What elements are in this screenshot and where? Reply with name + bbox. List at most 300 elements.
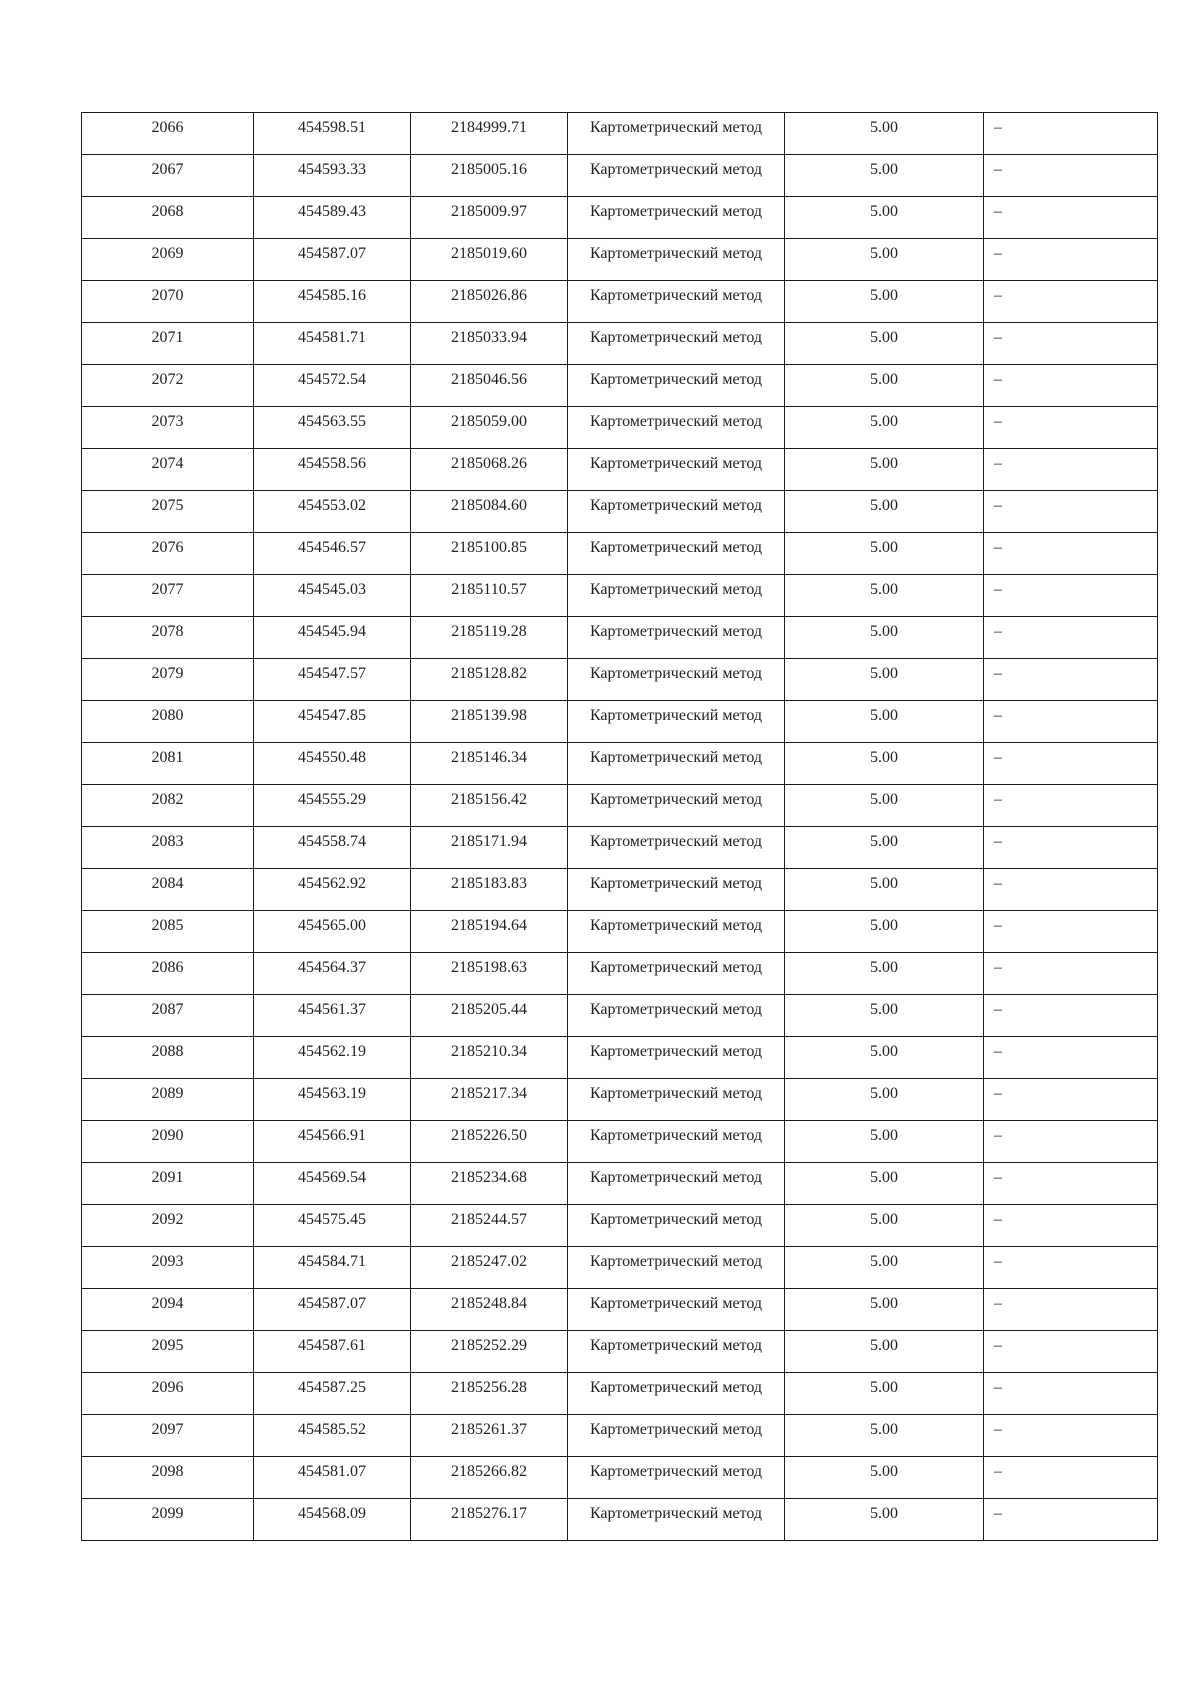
point-number-cell-text: 2070 [151,287,184,304]
precision-cell [785,491,984,533]
x-coordinate-cell-text: 454572.54 [298,371,366,388]
precision-cell [785,113,984,155]
y-coordinate-cell-text: 2184999.71 [451,119,527,136]
x-coordinate-cell [254,1121,411,1163]
table-body [82,113,1158,1541]
point-number-cell-text: 2093 [151,1253,184,1270]
precision-cell-text: 5.00 [870,749,898,766]
method-cell [568,659,785,701]
y-coordinate-cell [411,743,568,785]
y-coordinate-cell [411,911,568,953]
x-coordinate-cell [254,407,411,449]
note-cell [984,827,1158,869]
note-cell [984,407,1158,449]
x-coordinate-cell-text: 454593.33 [298,161,366,178]
point-number-cell [82,155,254,197]
y-coordinate-cell [411,281,568,323]
y-coordinate-cell-text: 2185146.34 [451,749,527,766]
precision-cell-text: 5.00 [870,1253,898,1270]
x-coordinate-cell [254,239,411,281]
point-number-cell [82,239,254,281]
x-coordinate-cell-text: 454581.71 [298,329,366,346]
table-row [82,1163,1158,1205]
x-coordinate-cell [254,533,411,575]
precision-cell-text: 5.00 [870,497,898,514]
point-number-cell-text: 2094 [151,1295,184,1312]
point-number-cell-text: 2088 [151,1043,184,1060]
point-number-cell [82,533,254,575]
x-coordinate-cell-text: 454563.55 [298,413,366,430]
precision-cell-text: 5.00 [870,413,898,430]
note-cell-text: – [994,917,1002,934]
point-number-cell-text: 2084 [151,875,184,892]
note-cell [984,1247,1158,1289]
x-coordinate-cell-text: 454545.94 [298,623,366,640]
table-row [82,1079,1158,1121]
precision-cell-text: 5.00 [870,1463,898,1480]
precision-cell [785,827,984,869]
point-number-cell-text: 2067 [151,161,184,178]
y-coordinate-cell [411,1163,568,1205]
method-cell-text: Картометрический метод [589,1127,763,1144]
y-coordinate-cell-text: 2185046.56 [451,371,527,388]
note-cell [984,239,1158,281]
y-coordinate-cell-text: 2185171.94 [451,833,527,850]
point-number-cell [82,575,254,617]
precision-cell [785,365,984,407]
method-cell-text: Картометрический метод [589,203,763,220]
x-coordinate-cell-text: 454562.19 [298,1043,366,1060]
precision-cell-text: 5.00 [870,1085,898,1102]
y-coordinate-cell-text: 2185198.63 [451,959,527,976]
y-coordinate-cell [411,575,568,617]
precision-cell-text: 5.00 [870,1043,898,1060]
x-coordinate-cell-text: 454565.00 [298,917,366,934]
note-cell-text: – [994,161,1002,178]
note-cell-text: – [994,707,1002,724]
method-cell [568,869,785,911]
note-cell-text: – [994,455,1002,472]
precision-cell [785,239,984,281]
x-coordinate-cell [254,365,411,407]
point-number-cell [82,1499,254,1541]
y-coordinate-cell [411,113,568,155]
point-number-cell-text: 2097 [151,1421,184,1438]
x-coordinate-cell-text: 454587.07 [298,245,366,262]
precision-cell [785,1457,984,1499]
precision-cell-text: 5.00 [870,1169,898,1186]
y-coordinate-cell [411,1415,568,1457]
point-number-cell-text: 2099 [151,1505,184,1522]
method-cell-text: Картометрический метод [589,707,763,724]
point-number-cell [82,1415,254,1457]
y-coordinate-cell [411,533,568,575]
point-number-cell-text: 2083 [151,833,184,850]
point-number-cell [82,785,254,827]
table-row [82,407,1158,449]
precision-cell [785,449,984,491]
note-cell [984,659,1158,701]
table-row [82,575,1158,617]
method-cell-text: Картометрический метод [589,1001,763,1018]
note-cell [984,1079,1158,1121]
note-cell [984,323,1158,365]
point-number-cell-text: 2095 [151,1337,184,1354]
y-coordinate-cell-text: 2185276.17 [451,1505,527,1522]
point-number-cell-text: 2090 [151,1127,184,1144]
point-number-cell [82,701,254,743]
precision-cell [785,617,984,659]
method-cell-text: Картометрический метод [589,119,763,136]
note-cell-text: – [994,497,1002,514]
x-coordinate-cell-text: 454575.45 [298,1211,366,1228]
method-cell-text: Картометрический метод [589,1379,763,1396]
y-coordinate-cell-text: 2185266.82 [451,1463,527,1480]
y-coordinate-cell [411,701,568,743]
point-number-cell [82,1457,254,1499]
x-coordinate-cell-text: 454563.19 [298,1085,366,1102]
x-coordinate-cell-text: 454587.07 [298,1295,366,1312]
note-cell-text: – [994,791,1002,808]
method-cell [568,995,785,1037]
y-coordinate-cell [411,617,568,659]
x-coordinate-cell-text: 454598.51 [298,119,366,136]
method-cell-text: Картометрический метод [589,371,763,388]
x-coordinate-cell [254,911,411,953]
note-cell-text: – [994,539,1002,556]
method-cell-text: Картометрический метод [589,161,763,178]
x-coordinate-cell [254,743,411,785]
note-cell [984,869,1158,911]
point-number-cell-text: 2066 [151,119,184,136]
method-cell-text: Картометрический метод [589,959,763,976]
y-coordinate-cell [411,491,568,533]
point-number-cell-text: 2068 [151,203,184,220]
note-cell-text: – [994,245,1002,262]
x-coordinate-cell-text: 454581.07 [298,1463,366,1480]
precision-cell-text: 5.00 [870,791,898,808]
x-coordinate-cell-text: 454584.71 [298,1253,366,1270]
table-row [82,1415,1158,1457]
method-cell [568,1331,785,1373]
point-number-cell [82,1331,254,1373]
x-coordinate-cell-text: 454585.16 [298,287,366,304]
precision-cell-text: 5.00 [870,1295,898,1312]
method-cell [568,407,785,449]
method-cell [568,1247,785,1289]
y-coordinate-cell-text: 2185026.86 [451,287,527,304]
point-number-cell [82,1247,254,1289]
y-coordinate-cell-text: 2185261.37 [451,1421,527,1438]
note-cell [984,1121,1158,1163]
method-cell [568,953,785,995]
point-number-cell [82,617,254,659]
x-coordinate-cell-text: 454564.37 [298,959,366,976]
method-cell-text: Картометрический метод [589,497,763,514]
point-number-cell [82,449,254,491]
point-number-cell [82,197,254,239]
note-cell [984,1499,1158,1541]
note-cell [984,281,1158,323]
x-coordinate-cell-text: 454547.57 [298,665,366,682]
point-number-cell [82,995,254,1037]
point-number-cell [82,1121,254,1163]
x-coordinate-cell [254,1331,411,1373]
precision-cell [785,701,984,743]
table-row [82,1121,1158,1163]
note-cell [984,1415,1158,1457]
table-row [82,1247,1158,1289]
note-cell-text: – [994,287,1002,304]
point-number-cell-text: 2081 [151,749,184,766]
precision-cell-text: 5.00 [870,1127,898,1144]
precision-cell [785,1205,984,1247]
precision-cell-text: 5.00 [870,539,898,556]
method-cell-text: Картометрический метод [589,1463,763,1480]
table-row [82,953,1158,995]
method-cell-text: Картометрический метод [589,539,763,556]
note-cell [984,953,1158,995]
x-coordinate-cell [254,1247,411,1289]
note-cell-text: – [994,623,1002,640]
point-number-cell [82,323,254,365]
point-number-cell-text: 2072 [151,371,184,388]
note-cell [984,1331,1158,1373]
y-coordinate-cell-text: 2185183.83 [451,875,527,892]
method-cell [568,1499,785,1541]
y-coordinate-cell [411,1205,568,1247]
precision-cell-text: 5.00 [870,665,898,682]
y-coordinate-cell [411,869,568,911]
point-number-cell-text: 2079 [151,665,184,682]
y-coordinate-cell [411,953,568,995]
y-coordinate-cell-text: 2185217.34 [451,1085,527,1102]
note-cell-text: – [994,959,1002,976]
y-coordinate-cell-text: 2185248.84 [451,1295,527,1312]
y-coordinate-cell [411,995,568,1037]
y-coordinate-cell-text: 2185084.60 [451,497,527,514]
precision-cell [785,1037,984,1079]
note-cell [984,743,1158,785]
x-coordinate-cell [254,575,411,617]
method-cell-text: Картометрический метод [589,1421,763,1438]
point-number-cell [82,491,254,533]
method-cell-text: Картометрический метод [589,287,763,304]
method-cell-text: Картометрический метод [589,1295,763,1312]
x-coordinate-cell-text: 454555.29 [298,791,366,808]
y-coordinate-cell [411,197,568,239]
method-cell-text: Картометрический метод [589,329,763,346]
x-coordinate-cell-text: 454558.74 [298,833,366,850]
x-coordinate-cell [254,869,411,911]
point-number-cell-text: 2078 [151,623,184,640]
note-cell [984,575,1158,617]
precision-cell [785,995,984,1037]
x-coordinate-cell-text: 454545.03 [298,581,366,598]
precision-cell [785,1499,984,1541]
point-number-cell [82,911,254,953]
method-cell-text: Картометрический метод [589,245,763,262]
note-cell-text: – [994,413,1002,430]
y-coordinate-cell [411,365,568,407]
y-coordinate-cell-text: 2185128.82 [451,665,527,682]
method-cell [568,449,785,491]
precision-cell-text: 5.00 [870,203,898,220]
table-row [82,827,1158,869]
y-coordinate-cell-text: 2185252.29 [451,1337,527,1354]
x-coordinate-cell-text: 454558.56 [298,455,366,472]
method-cell [568,1289,785,1331]
x-coordinate-cell-text: 454585.52 [298,1421,366,1438]
x-coordinate-cell [254,617,411,659]
table-row [82,239,1158,281]
x-coordinate-cell-text: 454566.91 [298,1127,366,1144]
precision-cell [785,659,984,701]
x-coordinate-cell [254,1457,411,1499]
method-cell-text: Картометрический метод [589,875,763,892]
method-cell [568,1457,785,1499]
table-row [82,365,1158,407]
note-cell [984,1037,1158,1079]
precision-cell [785,1121,984,1163]
note-cell-text: – [994,1169,1002,1186]
y-coordinate-cell-text: 2185244.57 [451,1211,527,1228]
point-number-cell [82,1079,254,1121]
note-cell-text: – [994,833,1002,850]
method-cell [568,743,785,785]
method-cell-text: Картометрический метод [589,1169,763,1186]
x-coordinate-cell [254,1373,411,1415]
point-number-cell [82,407,254,449]
table-row [82,281,1158,323]
table-row [82,743,1158,785]
note-cell [984,785,1158,827]
precision-cell [785,1289,984,1331]
point-number-cell-text: 2087 [151,1001,184,1018]
y-coordinate-cell-text: 2185059.00 [451,413,527,430]
y-coordinate-cell [411,1373,568,1415]
table-row [82,323,1158,365]
table-row [82,617,1158,659]
x-coordinate-cell [254,953,411,995]
precision-cell [785,1415,984,1457]
method-cell [568,617,785,659]
point-number-cell [82,953,254,995]
point-number-cell [82,827,254,869]
point-number-cell-text: 2080 [151,707,184,724]
y-coordinate-cell [411,659,568,701]
table-row [82,995,1158,1037]
table-row [82,533,1158,575]
x-coordinate-cell [254,449,411,491]
precision-cell [785,911,984,953]
note-cell-text: – [994,1127,1002,1144]
point-number-cell-text: 2077 [151,581,184,598]
precision-cell-text: 5.00 [870,287,898,304]
note-cell-text: – [994,1337,1002,1354]
y-coordinate-cell-text: 2185005.16 [451,161,527,178]
precision-cell [785,1331,984,1373]
note-cell-text: – [994,1421,1002,1438]
y-coordinate-cell-text: 2185019.60 [451,245,527,262]
point-number-cell [82,281,254,323]
precision-cell [785,281,984,323]
point-number-cell [82,1205,254,1247]
y-coordinate-cell [411,1037,568,1079]
point-number-cell-text: 2074 [151,455,184,472]
note-cell [984,617,1158,659]
x-coordinate-cell [254,491,411,533]
table-row [82,1037,1158,1079]
point-number-cell-text: 2091 [151,1169,184,1186]
table-row [82,701,1158,743]
point-number-cell [82,1037,254,1079]
precision-cell-text: 5.00 [870,623,898,640]
precision-cell-text: 5.00 [870,119,898,136]
note-cell-text: – [994,1505,1002,1522]
note-cell [984,491,1158,533]
method-cell [568,365,785,407]
precision-cell-text: 5.00 [870,1001,898,1018]
note-cell-text: – [994,203,1002,220]
method-cell-text: Картометрический метод [589,1211,763,1228]
precision-cell-text: 5.00 [870,875,898,892]
point-number-cell-text: 2096 [151,1379,184,1396]
x-coordinate-cell-text: 454587.61 [298,1337,366,1354]
x-coordinate-cell-text: 454589.43 [298,203,366,220]
y-coordinate-cell [411,1499,568,1541]
point-number-cell [82,365,254,407]
point-number-cell-text: 2073 [151,413,184,430]
table-row [82,491,1158,533]
method-cell [568,1079,785,1121]
y-coordinate-cell-text: 2185210.34 [451,1043,527,1060]
method-cell-text: Картометрический метод [589,413,763,430]
method-cell [568,1415,785,1457]
x-coordinate-cell-text: 454550.48 [298,749,366,766]
x-coordinate-cell [254,1163,411,1205]
note-cell-text: – [994,329,1002,346]
x-coordinate-cell-text: 454546.57 [298,539,366,556]
precision-cell-text: 5.00 [870,329,898,346]
precision-cell-text: 5.00 [870,1211,898,1228]
note-cell-text: – [994,581,1002,598]
note-cell-text: – [994,1463,1002,1480]
y-coordinate-cell-text: 2185009.97 [451,203,527,220]
y-coordinate-cell-text: 2185110.57 [451,581,527,598]
point-number-cell-text: 2086 [151,959,184,976]
precision-cell-text: 5.00 [870,1421,898,1438]
precision-cell-text: 5.00 [870,161,898,178]
point-number-cell-text: 2085 [151,917,184,934]
x-coordinate-cell-text: 454568.09 [298,1505,366,1522]
x-coordinate-cell [254,827,411,869]
y-coordinate-cell [411,239,568,281]
table-row [82,869,1158,911]
method-cell [568,533,785,575]
method-cell [568,155,785,197]
x-coordinate-cell [254,701,411,743]
note-cell [984,1373,1158,1415]
method-cell [568,1373,785,1415]
method-cell [568,491,785,533]
precision-cell [785,869,984,911]
x-coordinate-cell [254,785,411,827]
note-cell [984,1289,1158,1331]
precision-cell-text: 5.00 [870,959,898,976]
precision-cell [785,197,984,239]
method-cell-text: Картометрический метод [589,1043,763,1060]
